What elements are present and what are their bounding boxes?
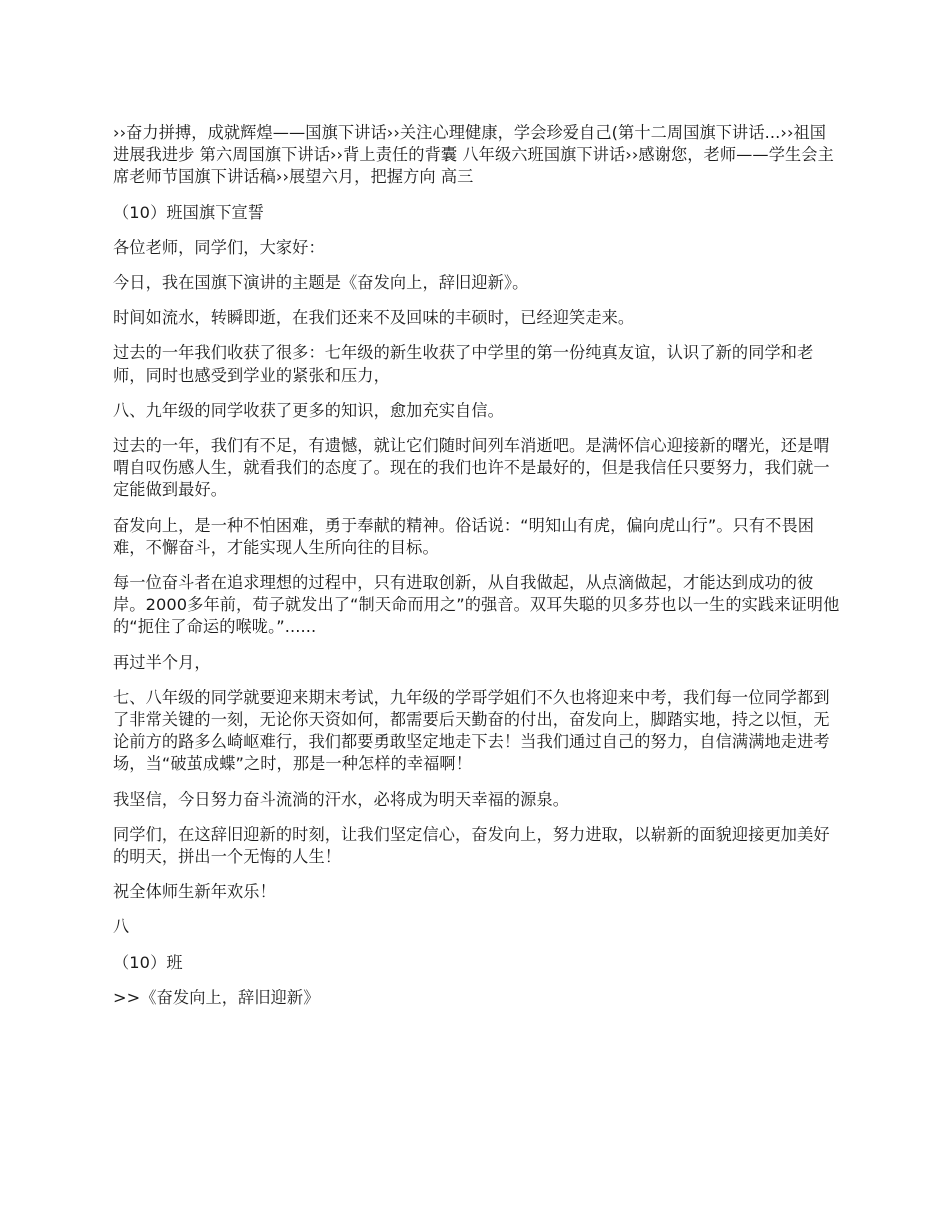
signature-class: （10）班 bbox=[113, 952, 183, 972]
title-link[interactable]: >>《奋发向上，辞旧迎新》 bbox=[113, 987, 320, 1007]
speech-topic: 今日，我在国旗下演讲的主题是《奋发向上，辞旧迎新》。 bbox=[113, 273, 529, 293]
body-paragraph: 八、九年级的同学收获了更多的知识，愈加充实自信。 bbox=[113, 400, 504, 420]
body-paragraph: 再过半个月， bbox=[113, 652, 211, 672]
signature-grade: 八 bbox=[113, 917, 130, 937]
body-paragraph: 同学们，在这辞旧迎新的时刻，让我们坚定信心，奋发向上，努力进取，以崭新的面貌迎接更加美好的明天，拼出一个无悔的人生！ bbox=[113, 824, 830, 867]
class-heading: （10）班国旗下宣誓 bbox=[113, 202, 265, 222]
document-body bbox=[113, 122, 841, 1022]
related-links-paragraph: ››奋力拼搏，成就辉煌——国旗下讲话››关注心理健康，学会珍爱自己(第十二周国旗下讲话...››祖国进展我进步 第六周国旗下讲话››背上责任的背囊 八年级六班国旗下讲话››感谢您，老师——学生会主席老师节国旗下讲话稿››展望六月，把握方向 高三 bbox=[113, 123, 834, 187]
body-paragraph: 七、八年级的同学就要迎来期末考试，九年级的学哥学姐们不久也将迎来中考，我们每一位同学都到了非常关键的一刻，无论你天资如何，都需要后天勤奋的付出，奋发向上，脚踏实地，持之以恒，无论前方的路多么崎岖难行，我们都要勇敢坚定地走下去！当我们通过自己的努力，自信满满地走进考场，当“破茧成蝶”之时，那是一种怎样的幸福啊！ bbox=[113, 687, 830, 774]
greeting: 各位老师，同学们，大家好： bbox=[113, 237, 325, 257]
body-paragraph: 时间如流水，转瞬即逝，在我们还来不及回味的丰硕时，已经迎笑走来。 bbox=[113, 308, 635, 328]
body-paragraph: 每一位奋斗者在追求理想的过程中，只有进取创新，从自我做起，从点滴做起，才能达到成功的彼岸。2000多年前，荀子就发出了“制天命而用之”的强音。双耳失聪的贝多芬也以一生的实践来证明他的“扼住了命运的喉咙。”...... bbox=[113, 573, 840, 637]
body-paragraph: 过去的一年我们收获了很多：七年级的新生收获了中学里的第一份纯真友谊，认识了新的同学和老师，同时也感受到学业的紧张和压力， bbox=[113, 343, 814, 385]
body-paragraph: 过去的一年，我们有不足，有遗憾，就让它们随时间列车消逝吧。是满怀信心迎接新的曙光，还是喟喟自叹伤感人生，就看我们的态度了。现在的我们也许不是最好的，但是我信任只要努力，我们就一定能做到最好。 bbox=[113, 436, 830, 500]
body-paragraph: 我坚信，今日努力奋斗流淌的汗水，必将成为明天幸福的源泉。 bbox=[113, 789, 570, 809]
body-paragraph: 奋发向上，是一种不怕困难，勇于奉献的精神。俗话说：“明知山有虎，偏向虎山行”。只有不畏困难，不懈奋斗，才能实现人生所向往的目标。 bbox=[113, 515, 815, 557]
closing-wish: 祝全体师生新年欢乐！ bbox=[113, 882, 276, 902]
